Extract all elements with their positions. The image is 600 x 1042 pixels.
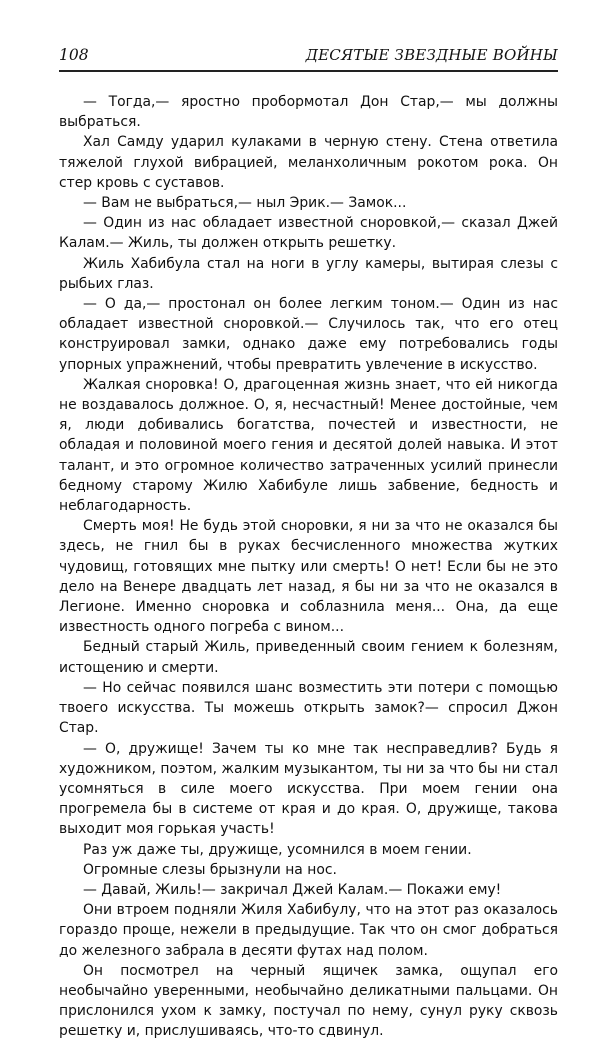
paragraph: Раз уж даже ты, дружище, усомнился в моем гении.	[83, 841, 472, 858]
paragraph: — Но сейчас появился шанс возместить эти потери с помощью твоего искусства. Ты можешь открыть замок?— спросил Джон Стар.	[59, 679, 558, 737]
paragraph: Смерть моя! Не будь этой сноровки, я ни за что не оказался бы здесь, не гнил бы в руках бесчисленного множества жутких чудовищ, готовящих мне пытку или смерть! О нет! Если бы не это дело на Венере двадцать лет назад, я бы ни за что не оказался в Легионе. Именно сноровка и соблазнила меня... Она, да еще известность одного погреба с вином...	[59, 518, 558, 636]
paragraph: — О, дружище! Зачем ты ко мне так несправедлив? Будь я художником, поэтом, жалким музыкантом, ты ни за что бы ни стал усомняться в силе моего искусства. При моем гении она прогремела бы в системе от края и до края. О, дружище, такова выходит моя горькая участь!	[59, 740, 558, 838]
paragraph: — Вам не выбраться,— ныл Эрик.— Замок...	[83, 195, 407, 212]
paragraph: Жалкая сноровка! О, драгоценная жизнь знает, что ей никогда не воздавалось должное. О, я, несчастный! Менее достойные, чем я, люди добивались богатства, почестей и известности, не обладая и половиной моего гения и десятой долей навыка. И этот талант, и это огромное количество затраченных усилий принесли бедному старому Жилю Хабибуле лишь забвение, бедность и неблагодарность.	[59, 376, 558, 515]
paragraph: — Тогда,— яростно пробормотал Дон Стар,— мы должны выбраться.	[59, 94, 558, 131]
paragraph: — Один из нас обладает известной сноровкой,— сказал Джей Калам.— Жиль, ты должен открыть решетку.	[59, 215, 558, 252]
paragraph: Хал Самду ударил кулаками в черную стену. Стена ответила тяжелой глухой вибрацией, меланхоличным рокотом рока. Он стер кровь с суставов.	[59, 134, 558, 191]
page-number: 108	[59, 46, 89, 64]
paragraph: — О да,— простонал он более легким тоном.— Один из нас обладает известной сноровкой.— Случилось так, что его отец конструировал замки, однако даже ему потребовались годы упорных упражнений, чтобы превратить увлечение в искусство.	[59, 296, 558, 373]
running-title: ДЕСЯТЫЕ ЗВЕЗДНЫЕ ВОЙНЫ	[305, 46, 558, 64]
paragraph: Огромные слезы брызнули на нос.	[83, 861, 337, 878]
paragraph: Жиль Хабибула стал на ноги в углу камеры, вытирая слезы с рыбьих глаз.	[59, 255, 558, 292]
page-header	[59, 44, 558, 72]
paragraph: Бедный старый Жиль, приведенный своим гением к болезням, истощению и смерти.	[59, 639, 558, 676]
body-text	[59, 92, 558, 1042]
paragraph: Он посмотрел на черный ящичек замка, ощупал его необычайно уверенными, необычайно деликатными пальцами. Он прислонился ухом к замку, постучал по нему, сунул руку сквозь решетку и, прислушиваясь, что-то сдвинул.	[59, 962, 558, 1040]
paragraph: Они втроем подняли Жиля Хабибулу, что на этот раз оказалось гораздо проще, нежели в предыдущие. Так что он смог добраться до железного забрала в десяти футах над полом.	[59, 902, 558, 959]
paragraph: — Давай, Жиль!— закричал Джей Калам.— Покажи ему!	[83, 881, 502, 898]
